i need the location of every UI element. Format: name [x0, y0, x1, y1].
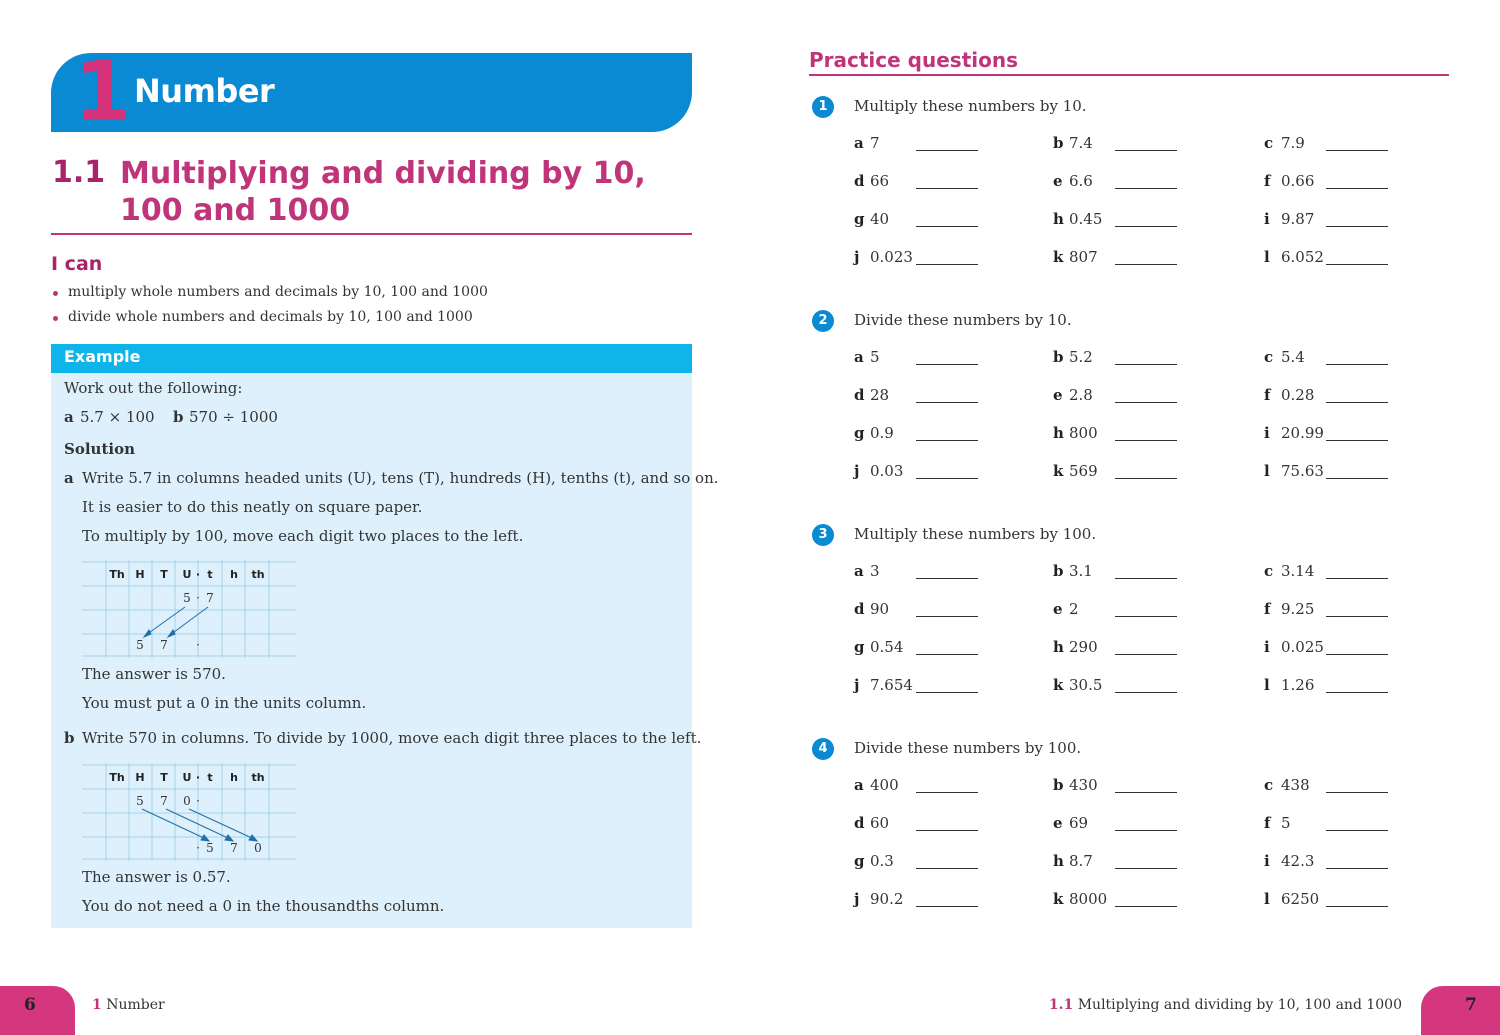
item-value: 7.4 — [1069, 134, 1093, 152]
section-number: 1.1 — [52, 155, 106, 190]
item-letter: b — [1053, 562, 1064, 580]
item-value: 5 — [1281, 814, 1291, 832]
answer-blank[interactable] — [916, 478, 978, 479]
item-value: 75.63 — [1281, 462, 1324, 480]
solution-b-label: b — [64, 729, 75, 747]
answer-blank[interactable] — [1115, 654, 1177, 655]
grid-header: t — [207, 568, 213, 581]
item-value: 28 — [870, 386, 890, 404]
item-value: 7.9 — [1281, 134, 1305, 152]
solution-b-note: You do not need a 0 in the thousandths column. — [82, 897, 445, 915]
grid-header: Th — [109, 568, 125, 581]
arrow-head-icon — [249, 835, 257, 841]
grid-header: U — [182, 771, 192, 784]
solution-heading: Solution — [64, 440, 135, 458]
answer-blank[interactable] — [916, 150, 978, 151]
question-prompt: Multiply these numbers by 10. — [854, 97, 1087, 115]
item-value: 569 — [1069, 462, 1098, 480]
item-letter: e — [1053, 814, 1063, 832]
chapter-title: Number — [134, 72, 275, 110]
item-value: 3.1 — [1069, 562, 1093, 580]
grid-digit: · — [196, 638, 200, 652]
answer-blank[interactable] — [1115, 402, 1177, 403]
item-letter: f — [1264, 814, 1271, 832]
footer-section-title: Multiplying and dividing by 10, 100 and 1000 — [1077, 997, 1402, 1013]
item-value: 3 — [870, 562, 880, 580]
question-number-badge: 4 — [812, 738, 834, 760]
item-letter: d — [854, 600, 865, 618]
section-title: Multiplying and dividing by 10, 100 and 1000 — [120, 156, 646, 228]
item-value: 8000 — [1069, 890, 1108, 908]
item-letter: i — [1264, 424, 1270, 442]
grid-header: H — [135, 568, 145, 581]
item-letter: l — [1264, 462, 1270, 480]
grid-digit: 5 — [136, 794, 144, 808]
item-value: 9.87 — [1281, 210, 1315, 228]
answer-blank[interactable] — [1326, 578, 1388, 579]
solution-a-line1: Write 5.7 in columns headed units (U), tens (T), hundreds (H), tenths (t), and so on. — [82, 469, 719, 487]
example-heading: Example — [64, 347, 141, 366]
part-a-question: 5.7 × 100 — [80, 408, 155, 426]
answer-blank[interactable] — [1115, 478, 1177, 479]
item-letter: g — [854, 424, 865, 442]
item-letter: l — [1264, 890, 1270, 908]
footer-section-number: 1.1 — [1048, 997, 1074, 1013]
answer-blank[interactable] — [1115, 226, 1177, 227]
item-letter: i — [1264, 638, 1270, 656]
question-number-badge: 1 — [812, 96, 834, 118]
answer-blank[interactable] — [916, 402, 978, 403]
part-b-label: b — [173, 408, 184, 426]
item-letter: i — [1264, 210, 1270, 228]
item-value: 800 — [1069, 424, 1098, 442]
answer-blank[interactable] — [1115, 692, 1177, 693]
item-letter: d — [854, 172, 865, 190]
answer-blank[interactable] — [1326, 830, 1388, 831]
item-letter: d — [854, 814, 865, 832]
item-letter: k — [1053, 676, 1064, 694]
item-value: 2 — [1069, 600, 1079, 618]
item-value: 290 — [1069, 638, 1098, 656]
answer-blank[interactable] — [1326, 654, 1388, 655]
item-value: 9.25 — [1281, 600, 1315, 618]
grid-digit: 7 — [160, 794, 168, 808]
item-letter: c — [1264, 562, 1274, 580]
item-letter: f — [1264, 386, 1271, 404]
answer-blank[interactable] — [1326, 226, 1388, 227]
answer-blank[interactable] — [1326, 906, 1388, 907]
item-letter: j — [854, 890, 860, 908]
page-number-left: 6 — [24, 995, 36, 1015]
grid-header: t — [207, 771, 213, 784]
part-b-question: 570 ÷ 1000 — [189, 408, 278, 426]
grid-header: U — [182, 568, 192, 581]
item-value: 40 — [870, 210, 890, 228]
answer-blank[interactable] — [916, 188, 978, 189]
answer-blank[interactable] — [916, 364, 978, 365]
answer-blank[interactable] — [916, 616, 978, 617]
answer-blank[interactable] — [916, 226, 978, 227]
i-can-item: divide whole numbers and decimals by 10, 100 and 1000 — [68, 309, 473, 325]
item-value: 0.54 — [870, 638, 904, 656]
footer-right-tab — [1421, 986, 1500, 1035]
item-letter: a — [854, 562, 864, 580]
i-can-heading: I can — [51, 253, 103, 275]
item-value: 5.2 — [1069, 348, 1093, 366]
item-letter: g — [854, 210, 865, 228]
question-prompt: Divide these numbers by 10. — [854, 311, 1072, 329]
grid-header: h — [230, 568, 238, 581]
grid-header: H — [135, 771, 145, 784]
footer-left-tab — [0, 986, 75, 1035]
question-number-badge: 3 — [812, 524, 834, 546]
grid-digit: 0 — [183, 794, 191, 808]
grid-digit: · — [196, 794, 200, 808]
grid-digit: 5 — [206, 841, 214, 855]
example-header-bar — [51, 344, 692, 373]
page-number-right: 7 — [1465, 995, 1477, 1015]
grid-digit: 7 — [160, 638, 168, 652]
item-letter: h — [1053, 210, 1064, 228]
grid-digit: 5 — [136, 638, 144, 652]
answer-blank[interactable] — [916, 578, 978, 579]
footer-chapter-title: Number — [106, 997, 165, 1013]
answer-blank[interactable] — [916, 830, 978, 831]
answer-blank[interactable] — [1326, 440, 1388, 441]
question-prompt: Multiply these numbers by 100. — [854, 525, 1097, 543]
grid-digit: 5 — [183, 591, 191, 605]
answer-blank[interactable] — [1326, 364, 1388, 365]
item-letter: h — [1053, 852, 1064, 870]
item-letter: j — [854, 248, 860, 266]
item-value: 400 — [870, 776, 899, 794]
answer-blank[interactable] — [916, 264, 978, 265]
answer-blank[interactable] — [916, 440, 978, 441]
item-letter: e — [1053, 172, 1063, 190]
item-value: 30.5 — [1069, 676, 1103, 694]
item-value: 60 — [870, 814, 890, 832]
item-letter: b — [1053, 134, 1064, 152]
item-value: 20.99 — [1281, 424, 1324, 442]
solution-a-line3: To multiply by 100, move each digit two places to the left. — [82, 527, 524, 545]
answer-blank[interactable] — [1115, 868, 1177, 869]
answer-blank[interactable] — [1326, 792, 1388, 793]
item-letter: a — [854, 776, 864, 794]
answer-blank[interactable] — [916, 906, 978, 907]
grid-header: h — [230, 771, 238, 784]
grid-digit: 7 — [230, 841, 238, 855]
item-letter: b — [1053, 776, 1064, 794]
item-letter: k — [1053, 462, 1064, 480]
answer-blank[interactable] — [1326, 402, 1388, 403]
answer-blank[interactable] — [1115, 364, 1177, 365]
item-value: 6.052 — [1281, 248, 1324, 266]
arrow-head-icon — [225, 835, 233, 841]
answer-blank[interactable] — [916, 868, 978, 869]
item-letter: c — [1264, 776, 1274, 794]
question-prompt: Divide these numbers by 100. — [854, 739, 1082, 757]
bullet-icon — [53, 316, 58, 321]
item-letter: f — [1264, 600, 1271, 618]
item-value: 0.3 — [870, 852, 894, 870]
i-can-item: multiply whole numbers and decimals by 10, 100 and 1000 — [68, 284, 488, 300]
item-value: 2.8 — [1069, 386, 1093, 404]
answer-blank[interactable] — [1115, 906, 1177, 907]
grid-header: · — [195, 771, 201, 784]
example-intro: Work out the following: — [64, 379, 243, 397]
item-letter: c — [1264, 134, 1274, 152]
item-value: 90 — [870, 600, 890, 618]
answer-blank[interactable] — [916, 654, 978, 655]
footer-chapter — [92, 997, 165, 1013]
item-value: 0.025 — [1281, 638, 1324, 656]
item-value: 807 — [1069, 248, 1098, 266]
item-letter: g — [854, 852, 865, 870]
answer-blank[interactable] — [1326, 868, 1388, 869]
solution-b-line1: Write 570 in columns. To divide by 1000, move each digit three places to the left. — [82, 729, 702, 747]
item-letter: g — [854, 638, 865, 656]
item-value: 8.7 — [1069, 852, 1093, 870]
item-letter: e — [1053, 600, 1063, 618]
grid-header: T — [160, 568, 168, 581]
grid-header: T — [160, 771, 168, 784]
grid-digit: · — [196, 841, 200, 855]
item-value: 1.26 — [1281, 676, 1315, 694]
item-value: 90.2 — [870, 890, 904, 908]
chapter-number: 1 — [74, 45, 132, 140]
grid-digit: 0 — [254, 841, 262, 855]
item-value: 66 — [870, 172, 890, 190]
item-letter: b — [1053, 348, 1064, 366]
item-letter: e — [1053, 386, 1063, 404]
item-value: 0.023 — [870, 248, 913, 266]
practice-heading: Practice questions — [809, 48, 1018, 72]
answer-blank[interactable] — [1326, 264, 1388, 265]
item-value: 430 — [1069, 776, 1098, 794]
item-value: 0.9 — [870, 424, 894, 442]
item-letter: a — [854, 134, 864, 152]
answer-blank[interactable] — [1326, 150, 1388, 151]
grid-header: th — [251, 568, 265, 581]
question-number-badge: 2 — [812, 310, 834, 332]
item-value: 3.14 — [1281, 562, 1315, 580]
solution-a-label: a — [64, 469, 74, 487]
item-letter: k — [1053, 248, 1064, 266]
answer-blank[interactable] — [1326, 692, 1388, 693]
item-letter: i — [1264, 852, 1270, 870]
footer-chapter-number: 1 — [92, 997, 102, 1013]
answer-blank[interactable] — [1115, 150, 1177, 151]
item-letter: k — [1053, 890, 1064, 908]
answer-blank[interactable] — [916, 792, 978, 793]
item-value: 5.4 — [1281, 348, 1305, 366]
item-letter: h — [1053, 638, 1064, 656]
item-value: 6.6 — [1069, 172, 1093, 190]
grid-header: th — [251, 771, 265, 784]
item-letter: j — [854, 462, 860, 480]
item-value: 5 — [870, 348, 880, 366]
item-letter: d — [854, 386, 865, 404]
footer-section — [1049, 997, 1402, 1013]
item-value: 0.28 — [1281, 386, 1315, 404]
part-a-label: a — [64, 408, 74, 426]
item-value: 7 — [870, 134, 880, 152]
arrow-head-icon — [201, 835, 209, 841]
answer-blank[interactable] — [1326, 478, 1388, 479]
answer-blank[interactable] — [1115, 792, 1177, 793]
item-value: 7.654 — [870, 676, 913, 694]
solution-a-note: You must put a 0 in the units column. — [82, 694, 367, 712]
item-value: 69 — [1069, 814, 1089, 832]
solution-b-answer: The answer is 0.57. — [82, 868, 231, 886]
place-value-grid-b — [82, 763, 296, 861]
grid-digit: · — [196, 591, 200, 605]
item-value: 0.66 — [1281, 172, 1315, 190]
item-letter: l — [1264, 248, 1270, 266]
item-letter: l — [1264, 676, 1270, 694]
place-value-grid-a — [82, 560, 296, 658]
item-value: 6250 — [1281, 890, 1320, 908]
grid-digit: 7 — [206, 591, 214, 605]
solution-a-answer: The answer is 570. — [82, 665, 226, 683]
bullet-icon — [53, 291, 58, 296]
item-letter: j — [854, 676, 860, 694]
answer-blank[interactable] — [916, 692, 978, 693]
answer-blank[interactable] — [1115, 440, 1177, 441]
answer-blank[interactable] — [1115, 578, 1177, 579]
item-letter: h — [1053, 424, 1064, 442]
item-value: 42.3 — [1281, 852, 1315, 870]
item-value: 0.45 — [1069, 210, 1103, 228]
section-divider — [51, 233, 692, 235]
solution-a-line2: It is easier to do this neatly on square paper. — [82, 498, 423, 516]
practice-divider — [809, 74, 1449, 76]
item-letter: c — [1264, 348, 1274, 366]
answer-blank[interactable] — [1115, 264, 1177, 265]
move-arrow — [170, 607, 208, 635]
answer-blank[interactable] — [1115, 830, 1177, 831]
answer-blank[interactable] — [1115, 188, 1177, 189]
answer-blank[interactable] — [1326, 188, 1388, 189]
answer-blank[interactable] — [1326, 616, 1388, 617]
answer-blank[interactable] — [1115, 616, 1177, 617]
item-value: 438 — [1281, 776, 1310, 794]
grid-header: · — [195, 568, 201, 581]
item-letter: f — [1264, 172, 1271, 190]
grid-header: Th — [109, 771, 125, 784]
item-value: 0.03 — [870, 462, 904, 480]
item-letter: a — [854, 348, 864, 366]
